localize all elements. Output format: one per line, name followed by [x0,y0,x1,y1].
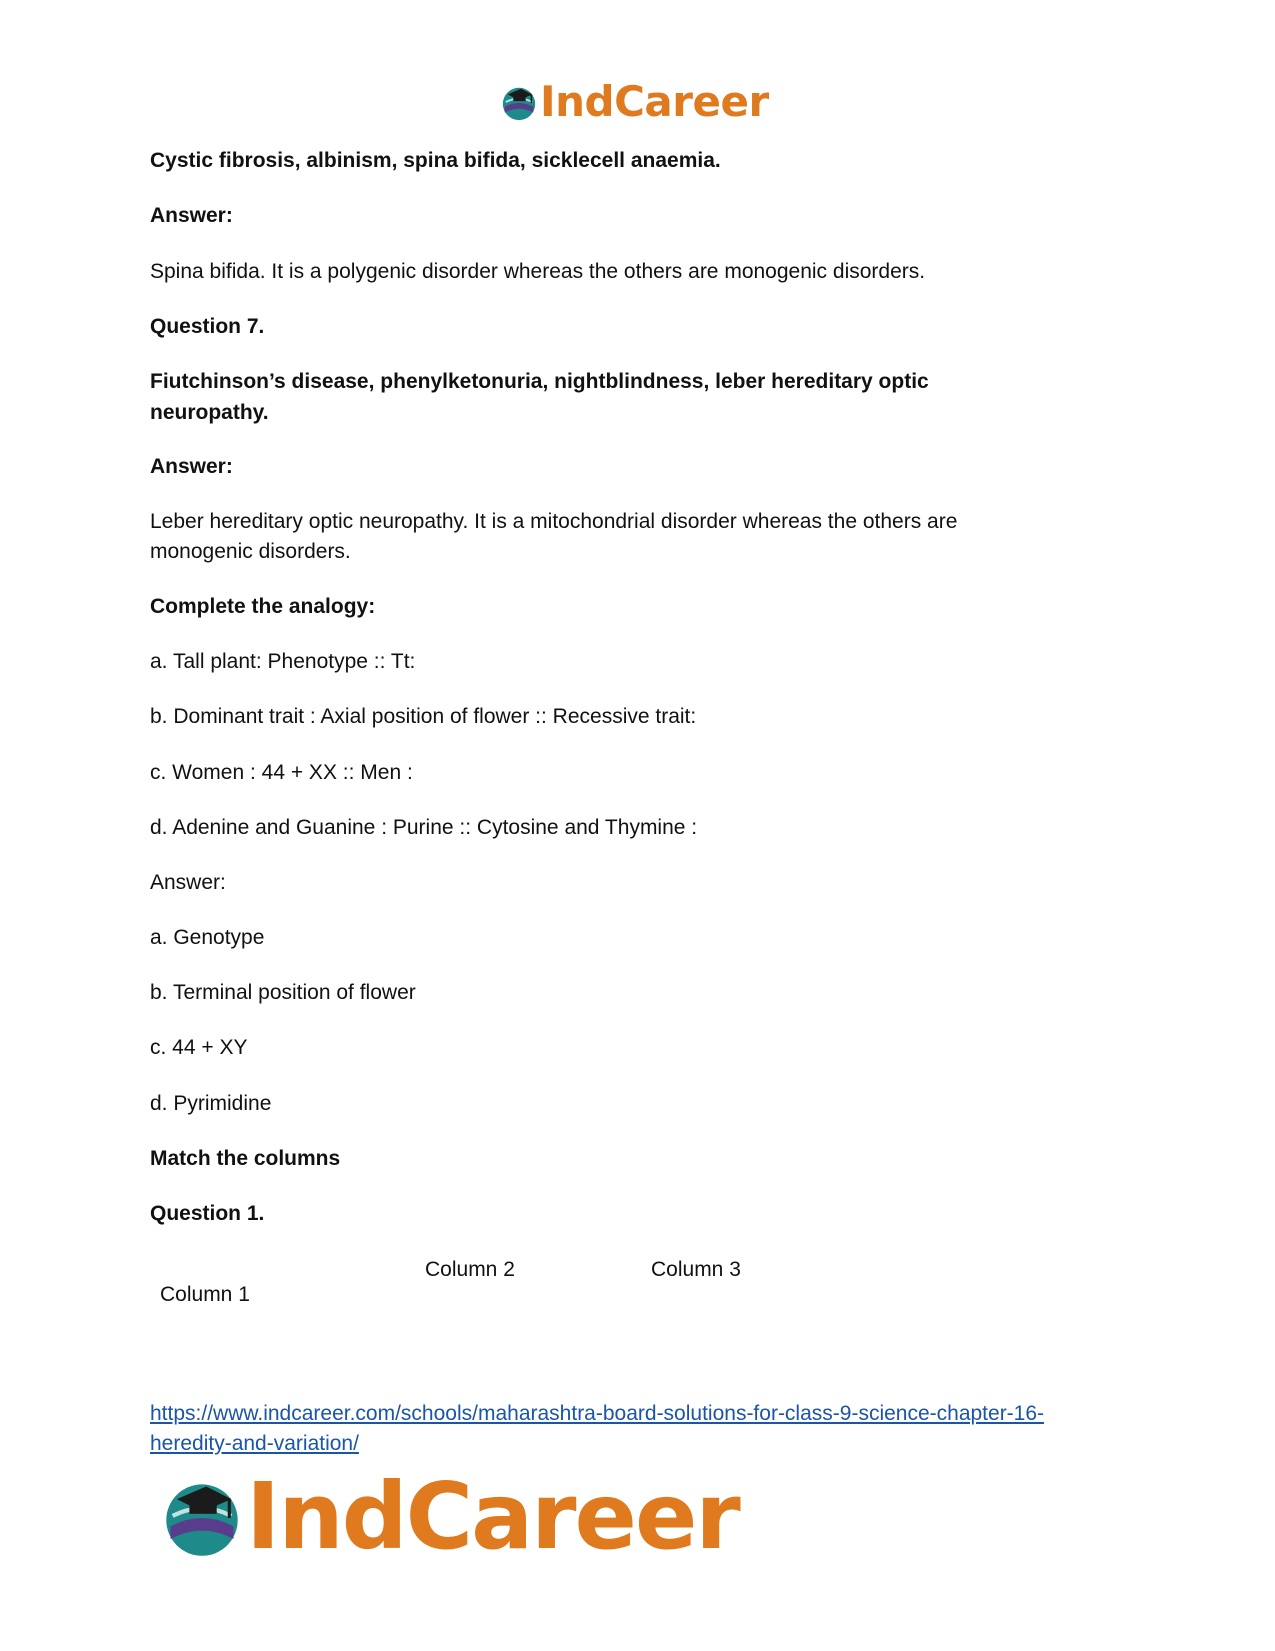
brand-wordmark: IndCareer [246,1463,739,1570]
analogy-item: b. Dominant trait : Axial position of flower :: Recessive trait: [150,705,697,728]
header-logo [500,77,780,130]
analogy-answer: b. Terminal position of flower [150,981,416,1004]
analogy-answer: a. Genotype [150,926,265,949]
column-3-header: Column 3 [651,1258,741,1281]
answer-label: Answer: [150,204,233,227]
question-6-options: Cystic fibrosis, albinism, spina bifida, sicklecell anaemia. [150,149,721,172]
answer-label: Answer: [150,455,233,478]
brand-wordmark: IndCareer [540,77,769,126]
answer-label: Answer: [150,871,226,894]
column-2-header: Column 2 [425,1258,515,1281]
source-link[interactable] [150,1399,1140,1459]
match-heading: Match the columns [150,1147,341,1170]
globe-graduation-cap-icon [500,84,538,122]
analogy-item: d. Adenine and Guanine : Purine :: Cytosine and Thymine : [150,816,698,839]
question-7-options-line-2: neuropathy. [150,401,269,424]
answer-text: Spina bifida. It is a polygenic disorder whereas the others are monogenic disorders. [150,260,926,283]
match-question-title: Question 1. [150,1202,265,1225]
question-7-options-line-1: Fiutchinson’s disease, phenylketonuria, nightblindness, leber hereditary optic [150,370,929,393]
analogy-heading: Complete the analogy: [150,595,376,618]
answer-text-line-1: Leber hereditary optic neuropathy. It is a mitochondrial disorder whereas the others are [150,510,958,533]
answer-text-line-2: monogenic disorders. [150,540,351,563]
analogy-answer: d. Pyrimidine [150,1092,272,1115]
column-1-header: Column 1 [160,1283,250,1306]
source-link-line-2[interactable]: heredity-and-variation/ [150,1432,359,1455]
analogy-item: a. Tall plant: Phenotype :: Tt: [150,650,416,673]
source-link-line-1[interactable]: https://www.indcareer.com/schools/maharashtra-board-solutions-for-class-9-science-chapter-16- [150,1402,1045,1425]
globe-graduation-cap-icon [160,1476,244,1560]
analogy-answer: c. 44 + XY [150,1036,248,1059]
footer-logo [160,1463,739,1570]
analogy-item: c. Women : 44 + XX :: Men : [150,761,413,784]
question-7-title: Question 7. [150,315,265,338]
